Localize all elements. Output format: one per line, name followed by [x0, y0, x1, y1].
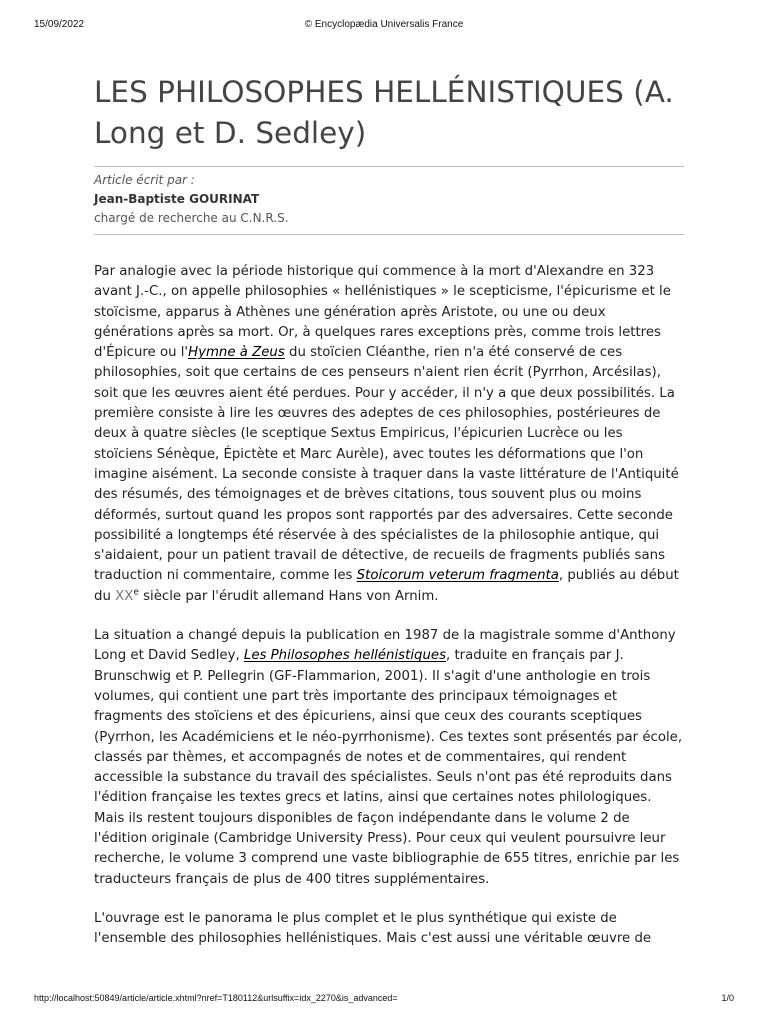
- paragraph-1: Par analogie avec la période historique qui commence à la mort d'Alexandre en 323 avant J.-C., on appelle philosophies « hellénistiques » le scepticisme, l'épicurisme et le stoïcisme, apparus à Athènes une génération après Aristote, ou une ou deux générations après sa mort. Or, à quelques rares exceptions près, comme trois lettres d'Épicure ou l'Hymne à Zeus du stoïcien Cléanthe, rien n'a été conservé de ces philosophies, soit que certains de ces penseurs n'aient rien écrit (Pyrrhon, Arcésilas), soit que les œuvres aient été perdues. Pour y accéder, il n'y a que deux possibilités. La première consiste à lire les œuvres des adeptes de ces philosophies, postérieures de deux à quatre siècles (le sceptique Sextus Empiricus, l'épicurien Lucrèce ou les stoïciens Sénèque, Épictète et Marc Aurèle), avec toutes les déformations que l'on imagine aisément. La seconde consiste à traquer dans la vaste littérature de l'Antiquité des résumés, des témoignages et de brèves citations, tous souvent plus ou moins déformés, surtout quand les propos sont rapportés par des adversaires. Cette seconde possibilité a longtemps été réservée à des spécialistes de la philosophie antique, qui s'aidaient, pour un patient travail de détective, de recueils de fragments publiés sans traduction ni commentaire, comme les Stoicorum veterum fragmenta, publiés au début du XXe siècle par l'érudit allemand Hans von Arnim.: [94, 264, 679, 604]
- work-link-les-philosophes-hellenistiques[interactable]: Les Philosophes hellénistiques: [243, 648, 446, 664]
- article-title: LES PHILOSOPHES HELLÉNISTIQUES (A. Long et D. Sedley): [94, 75, 674, 150]
- author-role: chargé de recherche au C.N.R.S.: [94, 211, 289, 225]
- byline-divider: [94, 234, 684, 235]
- print-footer: [34, 993, 734, 1007]
- paragraph-2: La situation a changé depuis la publication en 1987 de la magistrale somme d'Anthony Long et David Sedley, Les Philosophes hellénistiques, traduite en français par J. Brunschwig et P. Pellegrin (GF-Flammarion, 2001). Il s'agit d'une anthologie en trois volumes, qui contient une part très importante des principaux témoignages et fragments des stoïciens et des épicuriens, ainsi que ceux des courants sceptiques (Pyrrhon, les Académiciens et le néo-pyrrhonisme). Ces textes sont présentés par école, classés par thèmes, et accompagnés de notes et de commentaires, qui rendent accessible la substance du travail des spécialistes. Seuls n'ont pas été reproduits dans l'édition française les textes grecs et latins, ainsi que certaines notes philologiques. Mais ils restent toujours disponibles de façon indépendante dans le volume 2 de l'édition originale (Cambridge University Press). Pour ceux qui veulent poursuivre leur recherche, le volume 3 comprend une vaste bibliographie de 655 titres, enrichie par les traducteurs français de plus de 400 titres supplémentaires.: [94, 628, 683, 887]
- work-link-hymne-a-zeus[interactable]: Hymne à Zeus: [188, 345, 285, 361]
- page-number: 1/0: [721, 993, 734, 1003]
- article-body: [94, 262, 684, 950]
- print-date: 15/09/2022: [34, 19, 85, 30]
- byline: [94, 167, 684, 234]
- paragraph-3: L'ouvrage est le panorama le plus complet et le plus synthétique qui existe de l'ensemble des philosophies hellénistiques. Mais c'est aussi une véritable œuvre de: [94, 910, 652, 947]
- print-header: [34, 19, 734, 33]
- article: [94, 72, 684, 969]
- work-link-stoicorum-veterum-fragmenta[interactable]: Stoicorum veterum fragmenta: [356, 568, 559, 584]
- author-name[interactable]: Jean-Baptiste GOURINAT: [94, 192, 260, 206]
- byline-intro: Article écrit par :: [94, 173, 195, 187]
- century-numeral: XX: [115, 588, 134, 604]
- copyright-notice: © Encyclopædia Universalis France: [304, 19, 464, 30]
- page-url[interactable]: http://localhost:50849/article/article.xhtml?nref=T180112&urlsuffix=idx_2270&is_advanced=: [34, 993, 398, 1003]
